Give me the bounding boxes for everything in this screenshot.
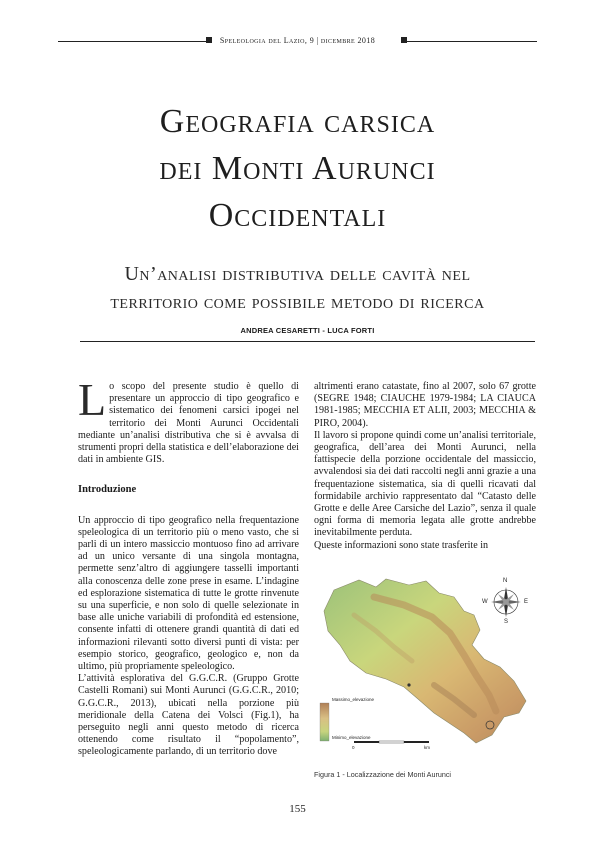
left-column (78, 374, 299, 759)
header-rule-right (404, 41, 537, 42)
title-line-1: Geografia carsica (159, 103, 436, 140)
right-column (314, 381, 536, 552)
legend-low-label: Minimo_elevazione (332, 735, 371, 740)
rome-marker (407, 683, 410, 686)
region-shape (324, 579, 529, 743)
title-line-2: dei Monti Aurunci (159, 150, 436, 187)
scale-end-label: km (424, 745, 430, 750)
subtitle-line-2: territorio come possibile metodo di ricerca (110, 291, 485, 313)
compass-rose-icon (491, 587, 521, 617)
authors: ANDREA CESARETTI - LUCA FORTI (240, 326, 375, 335)
article-title (0, 98, 595, 239)
article-subtitle (0, 260, 595, 316)
compass-south: S (504, 619, 509, 625)
scale-start-label: 0 (352, 745, 355, 750)
subtitle-line-1: Un’analisi distributiva delle cavità nel (124, 263, 471, 285)
compass-east: E (524, 599, 529, 605)
running-header: Speleologia del Lazio, 9 | dicembre 2018 (219, 36, 376, 45)
dropcap: L (78, 374, 107, 425)
elevation-legend-bar (320, 703, 329, 741)
scale-bar (354, 741, 429, 743)
body-paragraph: Un approccio di tipo geografico nella frequentazione speleologica di un territorio più o meno vasto, che si parli di un intero massiccio montuoso fino ad arrivare ad un unico versante di una singola montagna, permette senz’altro di aggiungere tasselli importanti alla conoscenza delle zone prese in esame. L’indagine ed esplorazione sistematica di tutte le grotte rinvenute su una superficie, e non solo di quelle selezionate in base alle uniche variabili di profondità ed estensione, consente infatti di ottenere grandi quantità di dati ed informazioni rilevanti sotto diversi punti di vista: per esempio storico, geografico, geologico e, non da ultimo, più propriamente speleologico. (78, 514, 299, 673)
title-line-3: Occidentali (208, 197, 387, 234)
body-paragraph: Queste informazioni sono state trasferite in (314, 539, 489, 551)
body-paragraph: L’attività esplorativa del G.G.C.R. (Gruppo Grotte Castelli Romani) sui Monti Aurunci (G.G.C.R., 2010; G.G.C.R., 2013), ubicati nella porzione più meridionale della Catena dei Volsci (Fig.1), ha perseguito negli anni questo metodo di ricerca ottenendo come risultato il “popolamento”, speleologicamente parlando, di un territorio dove (78, 673, 299, 758)
header-square-right (401, 37, 407, 43)
section-heading-introduzione: Introduzione (78, 484, 137, 496)
compass-west: W (482, 599, 488, 605)
compass-north: N (503, 578, 508, 584)
figure-map (314, 575, 536, 760)
body-paragraph: altrimenti erano catastate, fino al 2007, solo 67 grotte (SEGRE 1948; CIAUCHE 1979-1984; LA CIAUCA 1981-1985; MECCHIA ET ALII, 2003; MECCHIA & PIRO, 2004). (314, 381, 536, 429)
figure-caption: Figura 1 - Localizzazione dei Monti Aurunci (314, 770, 452, 779)
elevation-map-graphic (314, 575, 536, 760)
abstract-text: o scopo del presente studio è quello di presentare un approccio di tipo geografico e sistematico dei fenomeni carsici ipogei nel territorio dei Monti Aurunci Occidentali mediante un’analisi distributiva che si è avvalsa di strumenti propri della statistica e dell’elaborazione dei dati in ambiente GIS. (78, 381, 299, 466)
authors-rule (80, 341, 535, 342)
body-paragraph: Il lavoro si propone quindi come un’analisi territoriale, geografica, dell’area dei Monti Aurunci, nella fattispecie della porzione occidentale del massiccio, avvalendosi sia dei dati raccolti negli anni grazie a una frequentazione sistematica, sia di quelli ricavati dal formidabile archivio rappresentato dal “Catasto delle Grotte e delle Aree Carsiche del Lazio”, senza il quale ogni forma di memoria legata alle grotte andrebbe inevitabilmente perduta. (314, 429, 536, 539)
abstract-paragraph (78, 374, 299, 466)
page-number: 155 (289, 803, 306, 815)
legend-high-label: Massimo_elevazione (332, 697, 375, 702)
